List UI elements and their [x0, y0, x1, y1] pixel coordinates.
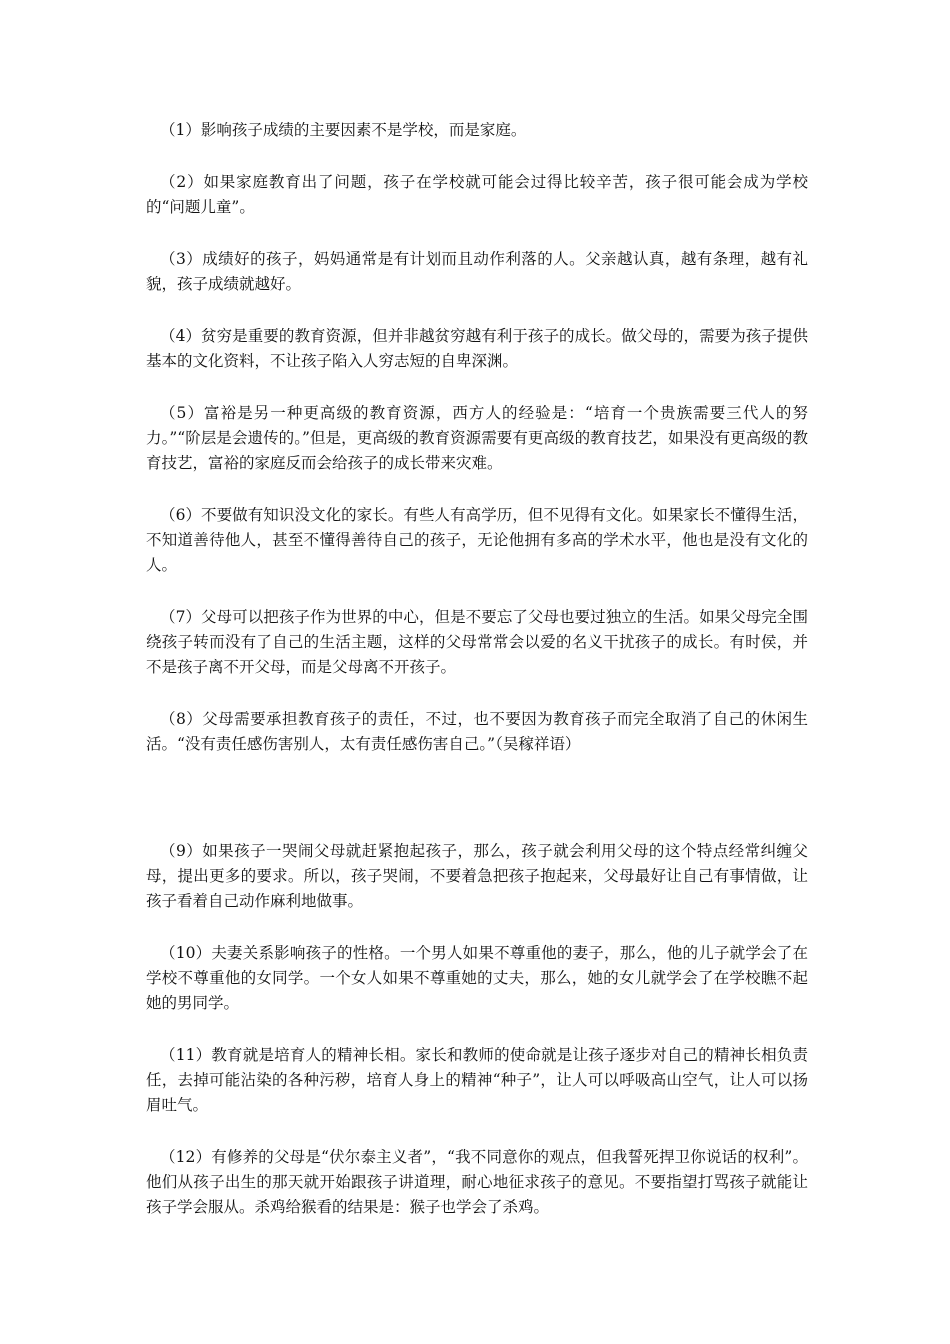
document-page	[146, 118, 808, 1247]
section-gap	[146, 784, 808, 839]
paragraph-7: （7）父母可以把孩子作为世界的中心，但是不要忘了父母也要过独立的生活。如果父母完全围绕孩子转而没有了自己的生活主题，这样的父母常常会以爱的名义干扰孩子的成长。有时侯，并不是孩子离不开父母，而是父母离不开孩子。	[146, 608, 808, 676]
paragraph-9: （9）如果孩子一哭闹父母就赶紧抱起孩子，那么，孩子就会利用父母的这个特点经常纠缠父母，提出更多的要求。所以，孩子哭闹，不要着急把孩子抱起来，父母最好让自己有事情做，让孩子看着自己动作麻利地做事。	[146, 842, 808, 910]
paragraph-2: （2）如果家庭教育出了问题，孩子在学校就可能会过得比较辛苦，孩子很可能会成为学校的“问题儿童”。	[146, 173, 808, 216]
paragraph-5: （5）富裕是另一种更高级的教育资源，西方人的经验是：“培育一个贵族需要三代人的努力。”“阶层是会遗传的。”但是，更高级的教育资源需要有更高级的教育技艺，如果没有更高级的教育技艺，富裕的家庭反而会给孩子的成长带来灾难。	[146, 404, 808, 472]
paragraph-10: （10）夫妻关系影响孩子的性格。一个男人如果不尊重他的妻子，那么，他的儿子就学会了在学校不尊重他的女同学。一个女人如果不尊重她的丈夫，那么，她的女儿就学会了在学校瞧不起她的男同学。	[146, 944, 808, 1012]
paragraph-8: （8）父母需要承担教育孩子的责任，不过，也不要因为教育孩子而完全取消了自己的休闲生活。“没有责任感伤害别人，太有责任感伤害自己。”（吴稼祥语）	[146, 710, 808, 753]
paragraph-12: （12）有修养的父母是“伏尔泰主义者”，“我不同意你的观点，但我誓死捍卫你说话的权利”。他们从孩子出生的那天就开始跟孩子讲道理，耐心地征求孩子的意见。不要指望打骂孩子就能让孩子学会服从。杀鸡给猴看的结果是：猴子也学会了杀鸡。	[146, 1148, 808, 1216]
paragraph-3: （3）成绩好的孩子，妈妈通常是有计划而且动作利落的人。父亲越认真，越有条理，越有礼貌，孩子成绩就越好。	[146, 250, 808, 293]
paragraph-11: （11）教育就是培育人的精神长相。家长和教师的使命就是让孩子逐步对自己的精神长相负责任，去掉可能沾染的各种污秽，培育人身上的精神“种子”，让人可以呼吸高山空气，让人可以扬眉吐气。	[146, 1046, 808, 1114]
paragraph-1: （1）影响孩子成绩的主要因素不是学校，而是家庭。	[160, 121, 527, 139]
paragraph-6: （6）不要做有知识没文化的家长。有些人有高学历，但不见得有文化。如果家长不懂得生活，不知道善待他人，甚至不懂得善待自己的孩子，无论他拥有多高的学术水平，他也是没有文化的人。	[146, 506, 808, 574]
paragraph-4: （4）贫穷是重要的教育资源，但并非越贫穷越有利于孩子的成长。做父母的，需要为孩子提供基本的文化资料，不让孩子陷入人穷志短的自卑深渊。	[146, 327, 808, 370]
